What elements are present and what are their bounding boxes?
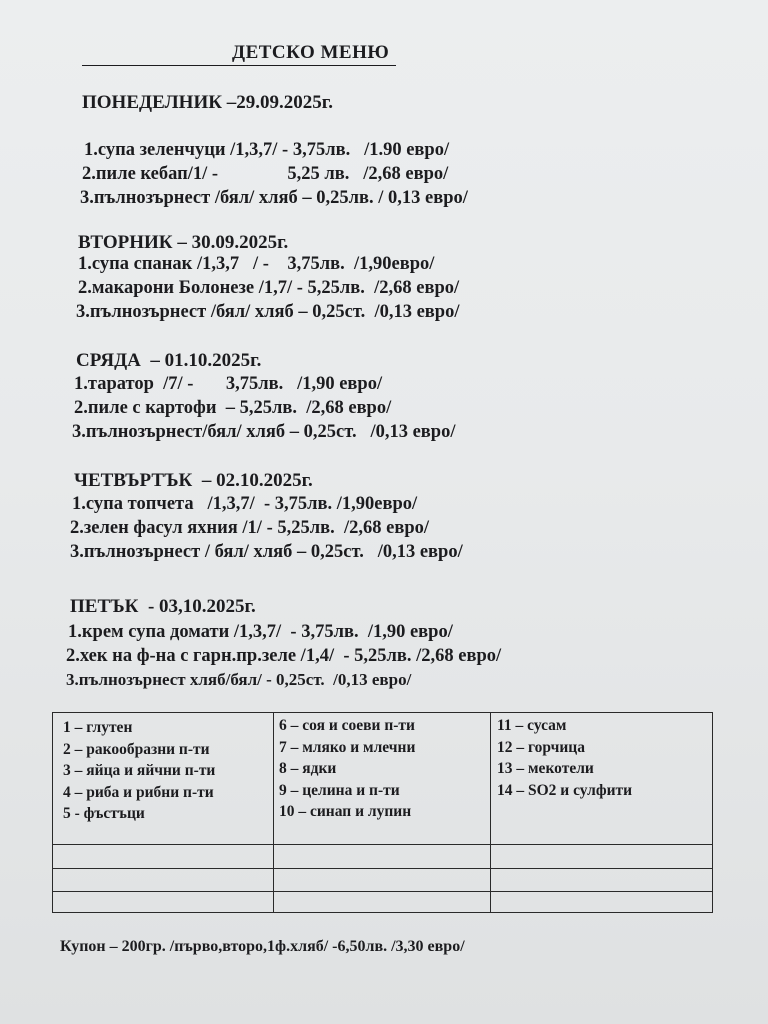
day-heading-wednesday: СРЯДА – 01.10.2025г. xyxy=(76,350,262,371)
table-divider xyxy=(490,713,491,912)
allergen-item: 12 – горчица xyxy=(497,738,585,756)
allergen-item: 4 – риба и рибни п-ти xyxy=(63,783,214,801)
allergen-item: 14 – SO2 и сулфити xyxy=(497,781,633,799)
day-heading-tuesday: ВТОРНИК – 30.09.2025г. xyxy=(78,232,289,253)
allergens-column-3 xyxy=(497,715,632,801)
menu-item: 1.таратор /7/ - 3,75лв. /1,90 евро/ xyxy=(74,374,383,394)
table-divider xyxy=(53,844,712,845)
menu-item: 2.хек на ф-на с гарн.пр.зеле /1,4/ - 5,25лв. /2,68 евро/ xyxy=(66,646,502,666)
menu-title xyxy=(82,42,396,66)
menu-title-text: ДЕТСКО МЕНЮ xyxy=(232,42,390,63)
allergen-item: 10 – синап и лупин xyxy=(279,803,412,820)
menu-item: 1.крем супа домати /1,3,7/ - 3,75лв. /1,90 евро/ xyxy=(68,622,453,642)
menu-item: 2.пиле с картофи – 5,25лв. /2,68 евро/ xyxy=(74,398,392,418)
allergens-table xyxy=(52,712,713,913)
allergen-item: 5 - фъстъци xyxy=(63,805,145,822)
menu-item: 3.пълнозърнест/бял/ хляб – 0,25ст. /0,13 евро/ xyxy=(72,422,456,442)
menu-item: 2.зелен фасул яхния /1/ - 5,25лв. /2,68 евро/ xyxy=(70,518,429,538)
table-divider xyxy=(273,713,274,912)
day-heading-friday: ПЕТЪК - 03,10.2025г. xyxy=(70,596,256,617)
menu-item: 1.супа топчета /1,3,7/ - 3,75лв. /1,90евро/ xyxy=(72,494,418,514)
allergens-column-2 xyxy=(279,715,415,823)
allergen-item: 11 – сусам xyxy=(497,717,567,734)
day-heading-thursday: ЧЕТВЪРТЪК – 02.10.2025г. xyxy=(74,470,313,491)
allergen-item: 9 – целина и п-ти xyxy=(279,781,400,799)
menu-item: 2.макарони Болонезе /1,7/ - 5,25лв. /2,68 евро/ xyxy=(78,278,460,298)
allergen-item: 7 – мляко и млечни xyxy=(279,738,416,756)
allergen-item: 3 – яйца и яйчни п-ти xyxy=(63,762,216,779)
menu-item: 1.супа спанак /1,3,7 / - 3,75лв. /1,90евро/ xyxy=(78,254,435,274)
coupon-footer: Купон – 200гр. /първо,второ,1ф.хляб/ -6,50лв. /3,30 евро/ xyxy=(60,938,465,955)
allergens-column-1 xyxy=(63,717,215,825)
menu-item: 2.пиле кебап/1/ - 5,25 лв. /2,68 евро/ xyxy=(82,164,449,184)
allergen-item: 2 – ракообразни п-ти xyxy=(63,740,210,758)
menu-item: 3.пълнозърнест хляб/бял/ - 0,25ст. /0,13 евро/ xyxy=(66,670,412,689)
menu-item: 3.пълнозърнест /бял/ хляб – 0,25ст. /0,13 евро/ xyxy=(76,302,460,322)
allergen-item: 1 – глутен xyxy=(63,719,133,736)
menu-item: 1.супа зеленчуци /1,3,7/ - 3,75лв. /1.90 евро/ xyxy=(84,140,450,160)
menu-item: 3.пълнозърнест / бял/ хляб – 0,25ст. /0,13 евро/ xyxy=(70,542,463,562)
allergen-item: 13 – мекотели xyxy=(497,760,594,777)
menu-item: 3.пълнозърнест /бял/ хляб – 0,25лв. / 0,13 евро/ xyxy=(80,188,468,208)
table-divider xyxy=(53,891,712,892)
day-heading-monday: ПОНЕДЕЛНИК –29.09.2025г. xyxy=(82,92,333,113)
table-divider xyxy=(53,868,712,869)
allergen-item: 8 – ядки xyxy=(279,760,337,777)
allergen-item: 6 – соя и соеви п-ти xyxy=(279,717,415,734)
